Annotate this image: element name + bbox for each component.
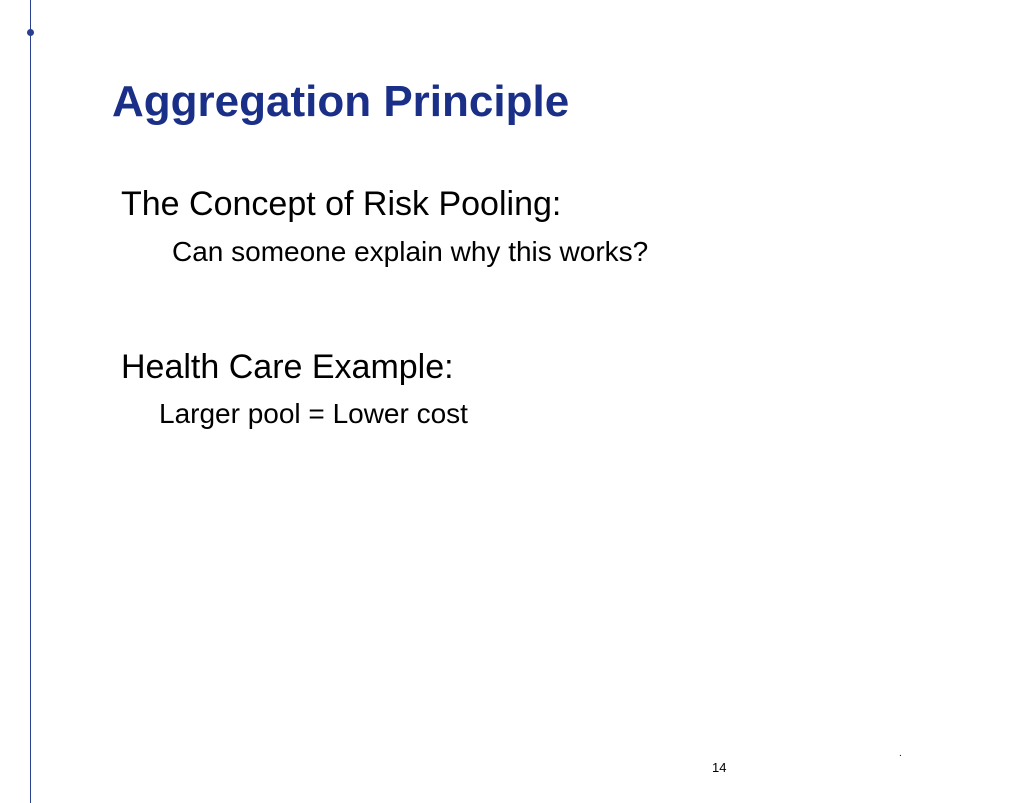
risk-pooling-subtext: Can someone explain why this works? [172, 236, 649, 267]
page-number: 14 [712, 760, 727, 775]
rule-dot-marker [27, 29, 34, 36]
footer-mark: . [899, 748, 902, 759]
health-care-subtext: Larger pool = Lower cost [159, 398, 468, 429]
risk-pooling-heading: The Concept of Risk Pooling: [121, 185, 562, 223]
left-vertical-rule [30, 0, 31, 803]
health-care-heading: Health Care Example: [121, 348, 454, 386]
slide-title: Aggregation Principle [112, 77, 570, 126]
